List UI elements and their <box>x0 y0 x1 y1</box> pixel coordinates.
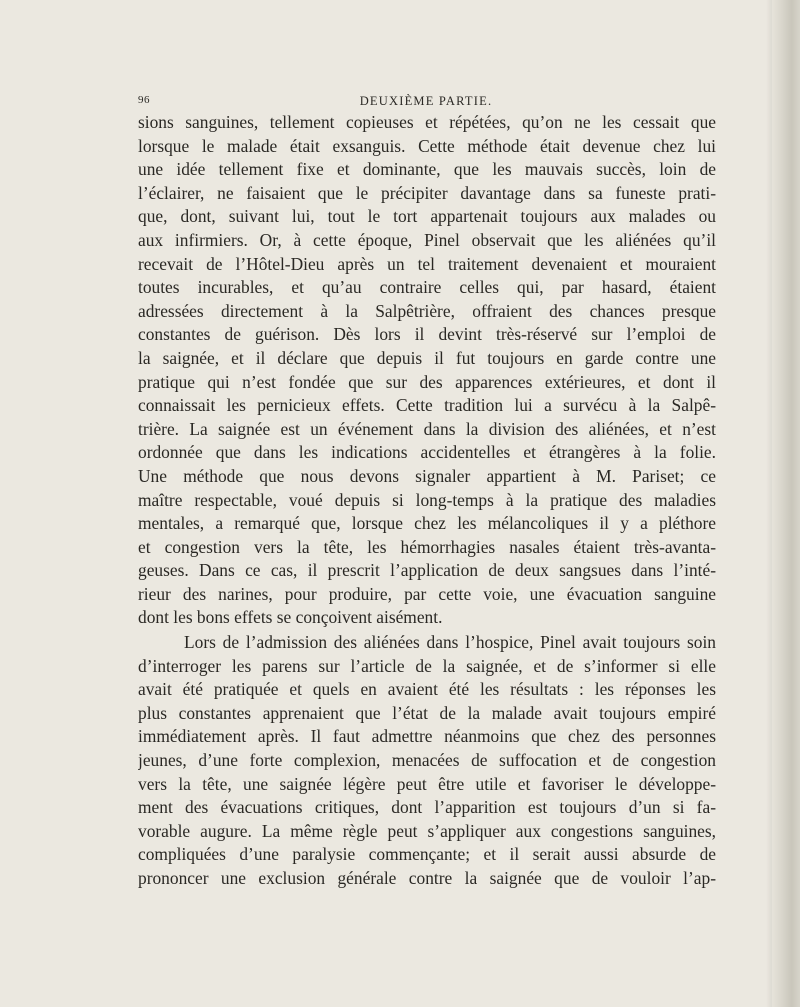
text-line: une idée tellement fixe et dominante, que les mauvais succès, loin de <box>138 159 716 180</box>
text-line: prononcer une exclusion générale contre la saignée que de vouloir l’ap- <box>138 868 716 888</box>
text-line: d’interroger les parens sur l’article de la saignée, et de s’informer si elle <box>138 655 716 676</box>
text-line: immédiatement après. Il faut admettre néanmoins que chez des personnes <box>138 726 716 747</box>
text-line: vers la tête, une saignée légère peut être utile et favoriser le développe- <box>138 773 716 794</box>
text-line: toutes incurables, et qu’au contraire celles qui, par hasard, étaient <box>138 277 716 298</box>
text-line: geuses. Dans ce cas, il prescrit l’application de deux sangsues dans l’inté- <box>138 560 716 581</box>
paragraph <box>138 111 716 630</box>
text-line: plus constantes apprenaient que l’état de la malade avait toujours empiré <box>138 702 716 723</box>
text-line: la saignée, et il déclare que depuis il fut toujours en garde contre une <box>138 347 716 368</box>
text-line: recevait de l’Hôtel-Dieu après un tel traitement devenaient et mouraient <box>138 253 716 274</box>
text-line: connaissait les pernicieux effets. Cette tradition lui a survécu à la Salpê- <box>138 395 716 416</box>
text-line: mentales, a remarqué que, lorsque chez les mélancoliques il y a pléthore <box>138 513 716 534</box>
text-line: trière. La saignée est un événement dans la division des aliénées, et n’est <box>138 418 716 439</box>
page-edge <box>772 0 800 1007</box>
text-line: dont les bons effets se conçoivent aisément. <box>138 607 443 628</box>
text-line: constantes de guérison. Dès lors il devint très-réservé sur l’emploi de <box>138 324 716 345</box>
text-line: lorsque le malade était exsanguis. Cette méthode était devenue chez lui <box>138 135 716 156</box>
text-line: maître respectable, voué depuis si long-temps à la pratique des maladies <box>138 489 716 510</box>
text-line: l’éclairer, ne faisaient que le précipiter davantage dans sa funeste prati- <box>138 182 716 203</box>
page-number: 96 <box>138 94 150 106</box>
text-line: adressées directement à la Salpêtrière, offraient des chances presque <box>138 300 716 321</box>
text-line: avait été pratiquée et quels en avaient été les résultats : les réponses les <box>138 679 716 700</box>
text-line: sions sanguines, tellement copieuses et répétées, qu’on ne les cessait que <box>138 112 716 132</box>
running-head: DEUXIÈME PARTIE. <box>359 94 493 108</box>
text-line: rieur des narines, pour produire, par cette voie, une évacuation sanguine <box>138 583 716 604</box>
text-line: Lors de l’admission des aliénées dans l’hospice, Pinel avait toujours soin <box>184 632 716 653</box>
text-line: que, dont, suivant lui, tout le tort appartenait toujours aux malades ou <box>138 206 716 227</box>
text-line: jeunes, d’une forte complexion, menacées de suffocation et de congestion <box>138 750 716 771</box>
text-line: ordonnée que dans les indications accidentelles et étrangères à la folie. <box>138 442 716 463</box>
paragraph <box>138 631 716 891</box>
text-line: Une méthode que nous devons signaler appartient à M. Pariset; ce <box>138 465 716 486</box>
page-header <box>138 94 714 110</box>
text-line: compliquées d’une paralysie commençante; et il serait aussi absurde de <box>138 844 716 865</box>
body-text <box>138 111 716 891</box>
text-line: pratique qui n’est fondée que sur des apparences extérieures, et dont il <box>138 371 716 392</box>
text-line: ment des évacuations critiques, dont l’apparition est toujours d’un si fa- <box>138 797 716 818</box>
text-line: vorable augure. La même règle peut s’appliquer aux congestions sanguines, <box>138 820 716 841</box>
text-line: et congestion vers la tête, les hémorrhagies nasales étaient très-avanta- <box>138 536 716 557</box>
text-line: aux infirmiers. Or, à cette époque, Pinel observait que les aliénées qu’il <box>138 229 716 250</box>
